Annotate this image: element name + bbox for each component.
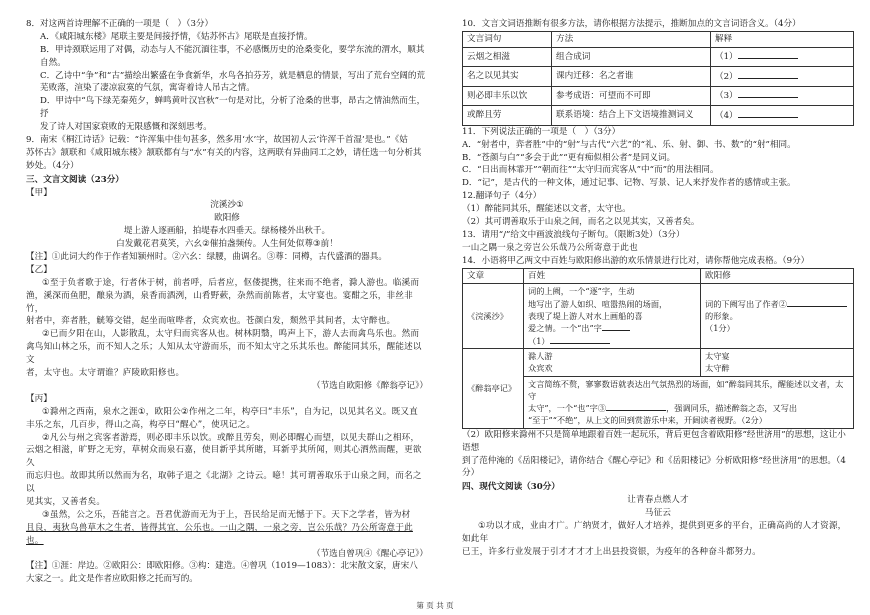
q8-option: 芜败落，渲染了凄凉寂寞的气氛，寓寄着诗人吊古之情。 bbox=[40, 83, 255, 94]
poem-note: 【注】①此词大约作于作者知颍州时。②六幺：绿腰，曲调名。③尊：同樽，古代盛酒的器具。 bbox=[26, 252, 387, 263]
bing-paragraph: 而忘归也。故即其所以然而为名，取韩子退之《北湖》之诗云。噫！其可谓善取乐于山泉之间，而名之以 bbox=[26, 471, 422, 495]
q12-stem: 12.翻译句子（4分） bbox=[462, 191, 542, 202]
essay-title: 让青春点燃人才 bbox=[627, 495, 689, 506]
cell-line: 太守宴 bbox=[705, 350, 730, 361]
q8-option: C．乙诗中“争”和“古”描绘出繁盛在争食新华，水鸟各拍芬芳，就是栖息的情景，写出了荒台空阔的荒 bbox=[40, 70, 426, 81]
answer-blank[interactable] bbox=[550, 335, 610, 344]
cell-text: 的形象。 bbox=[705, 311, 738, 322]
bing-paragraph: ①滁州之西南，泉水之涯①，欧阳公②作州之二年，构亭曰“丰乐”，自为记，以见其名义。既又直 bbox=[42, 406, 418, 417]
essay-paragraph: 已王，许多行业发展于引才才才才上出县投资银，为疫年的各种奋斗都努力。 bbox=[462, 546, 761, 557]
q11-option: B．“苍颜与白”“多会于此”“更有痴似相公者”是同义词。 bbox=[462, 152, 676, 163]
cell-text: ，强调同乐，描述醉翁之态，又写出 bbox=[666, 403, 798, 414]
table-cell: 组合成词 bbox=[552, 47, 711, 67]
section-4-heading: 四、现代文阅读（30分） bbox=[462, 482, 560, 493]
answer-blank[interactable] bbox=[738, 109, 798, 118]
answer-number: （2） bbox=[715, 71, 738, 82]
table-cell bbox=[524, 376, 854, 428]
table-header-row bbox=[463, 31, 854, 47]
yi-source: （节选自欧阳修《醉翁亭记》） bbox=[311, 380, 428, 391]
cell-line bbox=[528, 402, 849, 414]
table-cell bbox=[701, 284, 854, 348]
table-header-cell: 方法 bbox=[552, 31, 711, 47]
table-header-row bbox=[463, 268, 854, 284]
q11-stem: 11．下列说法正确的一项是（ ）（3分） bbox=[462, 126, 621, 137]
table-cell: 名之以见其实 bbox=[463, 67, 552, 87]
bing-paragraph: ②凡公与州之宾客者游焉，则必即丰乐以饮。或醉且劳矣，则必即醒心而望，以见夫群山之相环， bbox=[42, 432, 420, 443]
jia-label: 【甲】 bbox=[26, 187, 52, 198]
page-footer: 第 页 共 页 bbox=[416, 601, 454, 610]
q14-tail: （2）欧阳修来滁州不只是简单地跟着百姓一起玩乐，背后更包含着欧阳修“经世济用”的思想，这让小语想 bbox=[462, 429, 846, 453]
table-cell: 云烟之相滋 bbox=[463, 47, 552, 67]
cell-line bbox=[528, 322, 696, 334]
q12-item: （2）其可谓善取乐于山泉之间，而名之以见其实，又善者矣。 bbox=[462, 217, 700, 228]
cell-line: 众宾欢 bbox=[528, 363, 553, 374]
answer-number: （4） bbox=[715, 110, 738, 121]
answer-blank[interactable] bbox=[787, 298, 847, 307]
table-cell bbox=[701, 348, 854, 376]
table-row bbox=[463, 106, 854, 126]
table-header-cell: 文言词句 bbox=[463, 31, 552, 47]
poem-line: 白发戴花君莫笑，六幺②催拍盏频传。人生何处似尊③前！ bbox=[116, 239, 338, 250]
table-header-cell: 欧阳修 bbox=[701, 268, 854, 284]
cell-line: （1分） bbox=[705, 323, 735, 334]
answer-blank[interactable] bbox=[602, 322, 630, 331]
cell-line bbox=[705, 298, 849, 323]
cell-line: 表现了堤上游人对水上画船的喜 bbox=[528, 311, 643, 322]
essay-author: 马征云 bbox=[644, 508, 672, 519]
q8-option: D．甲诗中“鸟下绿芜秦苑夕，蝉鸣黄叶汉宫秋”一句是对比，分析了沧桑的世事，昂古之情油然而生，抒 bbox=[40, 96, 426, 120]
yi-paragraph: ①至于负者歌于途，行者休于树，前者呼，后者应，伛偻提携，往来而不绝者，滁人游也。临溪而 bbox=[42, 277, 420, 288]
table-row bbox=[463, 348, 854, 376]
cell-line: 太守醉 bbox=[705, 363, 730, 374]
q10-stem: 10．文言文词语推断有很多方法，请你根据方法提示，推断加点的文言词语含义。（4分） bbox=[462, 19, 801, 29]
answer-number: （3） bbox=[715, 91, 738, 102]
left-column bbox=[26, 18, 428, 586]
answer-cell bbox=[711, 86, 854, 106]
q11-option: D．“记”，是古代的一种文体，通过记事、记物、写景、记人来抒发作者的感情或主张。 bbox=[462, 178, 796, 189]
poem-line: 堤上游人逐画船，拍堤春水四垂天。绿杨楼外出秋千。 bbox=[123, 226, 331, 237]
yi-paragraph: 禽鸟知山林之乐，而不知人之乐；人知从太守游而乐，而不知太守之乐其乐也。醉能同其乐，醒能述以文 bbox=[26, 342, 422, 366]
answer-blank[interactable] bbox=[738, 70, 798, 79]
table-row bbox=[463, 67, 854, 87]
essay-paragraph: ①功以才成，业由才广。广纳贤才，做好人才培养，提供到更多的平台，正确高尚的人才资源，如此年 bbox=[462, 520, 847, 544]
cell-text: 词的下阙写出了作者② bbox=[705, 298, 787, 309]
table-header-cell: 文章 bbox=[463, 268, 524, 284]
table-cell: 课内迁移：名之者谁 bbox=[552, 67, 711, 87]
q8-option: B．甲诗颈联运用了对偶，动态与人不能沉湎往事，不必感慨历史的沧桑变化，要学东流的渭水，顺其 bbox=[40, 44, 425, 55]
bing-label: 【丙】 bbox=[26, 393, 52, 404]
q14-table bbox=[462, 268, 854, 429]
q12-item: （1）醉能同其乐，醒能述以文者，太守也。 bbox=[462, 204, 631, 215]
q14-stem: 14．小语将甲乙两文中百姓与欧阳修出游的欢乐情景进行比对，请你帮他完成表格。（9分） bbox=[462, 255, 810, 266]
cell-text: 太守”，一个“也”字③ bbox=[528, 403, 607, 414]
q13-sentence: 一山之隅一泉之旁岂公乐哉乃公所寄意于此也 bbox=[462, 242, 638, 253]
bing-paragraph: 见其实，又善者矣。 bbox=[26, 496, 106, 507]
q10-table bbox=[462, 31, 854, 126]
bing-paragraph: 云烟之相滋，旷野之无穷，草树众而泉石嘉，使目新乎其所睹，耳新乎其所闻，则其心洒然而醒，更欲久 bbox=[26, 445, 422, 469]
yi-paragraph: 射者中，弈者胜，觥筹交错，起坐而喧哗者，众宾欢也。苍颜白发，颓然乎其间者，太守醉也。 bbox=[26, 316, 396, 327]
yi-label: 【乙】 bbox=[26, 264, 52, 275]
table-row bbox=[463, 86, 854, 106]
bing-note: 【注】①涯：岸边。②欧阳公：即欧阳修。③构：建造。④曾巩（1019—1083）：北宋散文家，唐宋八 bbox=[26, 561, 418, 572]
bing-note: 大家之一。此文是作者应欧阳修之托而写的。 bbox=[26, 574, 198, 585]
table-header-cell: 解释 bbox=[711, 31, 854, 47]
table-cell bbox=[524, 284, 701, 348]
q9-line: 妙处。（4分） bbox=[26, 160, 79, 171]
table-header-cell: 百姓 bbox=[524, 268, 701, 284]
answer-cell bbox=[711, 67, 854, 87]
q11-option: A．“射者中，弈者胜”中的“射”与古代“六艺”的“礼、乐、射、御、书、数”的“射”相同。 bbox=[462, 139, 796, 150]
table-cell: 《浣溪沙》 bbox=[463, 284, 524, 348]
bing-paragraph: 丰乐之东，几百步，得山之高，构亭曰“醒心”，使巩记之。 bbox=[26, 419, 256, 430]
cell-line: 文言简练不赘，寥寥数语就表达出气氛热烈的场面，如“醉翁同其乐，醒能述以文者，太守 bbox=[528, 378, 844, 401]
table-cell: 或醉且劳 bbox=[463, 106, 552, 126]
yi-paragraph: ②已而夕阳在山，人影散乱，太守归而宾客从也。树林阴翳，鸣声上下，游人去而禽鸟乐也。然而 bbox=[42, 329, 420, 340]
cell-line: 地写出了游人如织、喧嚣热闹的场面， bbox=[528, 298, 668, 309]
poem-title: 浣溪沙① bbox=[210, 200, 244, 211]
cell-line: “至于”“不绝”，从上文的回到赏游乐中来，开阔读者视野。（2分） bbox=[528, 415, 767, 426]
answer-cell bbox=[711, 47, 854, 67]
q8-option: 发了诗人对国家衰败的无限感慨和深刻思考。 bbox=[40, 122, 212, 133]
table-row bbox=[463, 47, 854, 67]
section-3-heading: 三、文言文阅读（23分） bbox=[26, 174, 124, 185]
table-cell bbox=[524, 348, 701, 376]
q14-tail: 到了范仲淹的《岳阳楼记》，请你结合《醒心亭记》和《岳阳楼记》分析欧阳修“经世济用”的思想。（4分） bbox=[462, 455, 846, 479]
right-column bbox=[462, 18, 854, 559]
answer-blank[interactable] bbox=[738, 89, 798, 98]
table-cell: 参考成语：可望而不可即 bbox=[552, 86, 711, 106]
q8-option: 自然。 bbox=[40, 57, 66, 68]
cell-line: 滁人游 bbox=[528, 350, 553, 361]
table-cell: 《醉翁亭记》 bbox=[463, 348, 524, 428]
cell-text: 爱之情。一个“出”字 bbox=[528, 323, 602, 334]
table-row bbox=[463, 284, 854, 348]
answer-number: （1） bbox=[715, 52, 738, 63]
q8-option: A．《咸阳城东楼》尾联主要是间接抒情，《姑苏怀古》尾联是直接抒情。 bbox=[40, 31, 313, 42]
answer-blank[interactable] bbox=[738, 50, 798, 59]
bing-paragraph: ③虽然，公之乐，吾能言之。吾君优游而无为于上，吾民给足而无憾于下。天下之学者，皆为材 bbox=[42, 509, 411, 520]
table-cell: 联系语境：结合上下文语境推测词义 bbox=[552, 106, 711, 126]
yi-paragraph: 渔，溪深而鱼肥，酿泉为酒，泉香而酒洌，山肴野蔌，杂然而前陈者，太守宴也。宴酣之乐，非丝非竹， bbox=[26, 290, 413, 314]
answer-cell bbox=[711, 106, 854, 126]
q11-option: C．“日出而林霏开”“朝而往”“太守归而宾客从”中“而”的用法相同。 bbox=[462, 165, 719, 176]
table-cell: 则必即丰乐以饮 bbox=[463, 86, 552, 106]
poem-author: 欧阳修 bbox=[214, 213, 240, 224]
q9-line: 苏怀古》颔联和《咸阳城东楼》颔联都有与“水”有关的内容，这两联有异曲同工之妙，请任选一句分析其 bbox=[26, 147, 422, 158]
q13-stem: 13．请用“/”给文中画波浪线句子断句。（限断3处）（3分） bbox=[462, 229, 685, 240]
q9-line: 9．南宋《桐江诗话》记载：“许浑集中佳句甚多，然多用‘水’字，故国初人云‘许浑千首湿’是也。”《姑 bbox=[26, 135, 408, 146]
bing-source: （节选自曾巩④《醒心亭记》） bbox=[311, 548, 428, 559]
cell-text: （1） bbox=[528, 335, 550, 346]
bing-paragraph-wavy: 且良，夷狄鸟兽草木之生者，皆得其宜，公乐也。一山之隅，一泉之旁，岂公乐哉？乃公所寄意于此也。 bbox=[26, 522, 413, 546]
cell-line: 词的上阙，一个“逐”字，生动 bbox=[528, 286, 635, 297]
cell-line bbox=[528, 335, 696, 347]
q8-stem: 8．对这两首诗理解不正确的一项是（ ）（3分） bbox=[26, 19, 214, 29]
answer-blank[interactable] bbox=[606, 402, 666, 411]
yi-paragraph: 者，太守也。太守谓谁？庐陵欧阳修也。 bbox=[26, 368, 185, 379]
